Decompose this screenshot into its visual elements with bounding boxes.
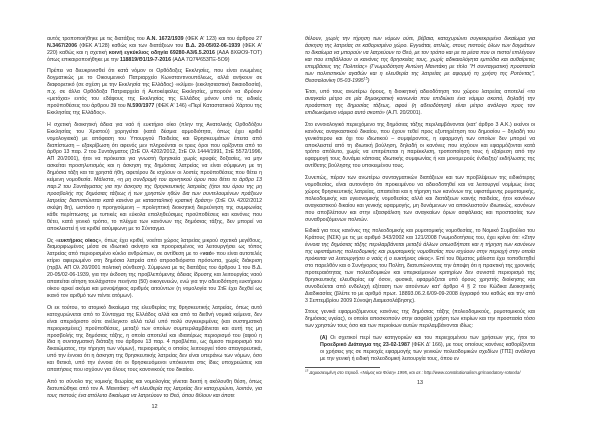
text-run: Στους γενικά εφαρμοζόμενους κανόνες της δημόσιας τάξης (πολεοδομικούς, ρυμοτομικούς και δημόσιας υγείας), οι οποίοι αποσκοπούν στην ασφαλή χρήση των κτιρίων και την προστασία τόσο των χρηστών τους όσο και των περιοίκων αυτών περιλαμβάνονται ιδίως: xyxy=(305,309,535,330)
paragraph xyxy=(47,68,262,117)
text-run: Ως « xyxy=(47,237,59,244)
list-item xyxy=(320,335,535,363)
paragraph xyxy=(47,379,262,400)
bold-text: ναό xyxy=(202,251,212,258)
bold-text: Προεδρικό Διάταγμα της 23-02-1987 xyxy=(320,341,410,348)
text-run: Στο εννοιολογικό περιεχόμενο της δημόσιας τάξης περιλαμβάνονται (κατ' άρθρο 3 Α.Κ.) εκείνοι οι κανόνες αναγκαστικού δικαίου, που έχουν τεθεί προς εξυπηρέτηση του δημοσίου – δηλαδή του γενικότερου και όχι του ιδιωτικού – συμφέροντος, η εφαρμογή των οποίων δεν μπορεί να αποκλειστεί από τη ιδιωτική βούληση, δηλαδή οι κανόνες που ισχύουν και εφαρμόζονται κατά τρόπο απόλυτο, χωρίς να επιτρέπεται η παρέκκλιση, τροποποίηση τους ή εξαίρεση από την εφαρμογή τους δυνάμει κάποιας ιδιωτικής συμφωνίας ή και μονομερούς ένδειξης/ εκδήλωσης της αντίθετης βούλησης του υποκειμένου τους. xyxy=(305,121,535,170)
italic-quote: «η μη συνδρομή του αρνητικού όρου που θέτει το άρθρο 13 παρ.2 του Συντάγματος για την άσκηση της θρησκευτικής λατρείας (ήτοι του όρου της μη προσβολής της δημόσιας τάξεως ή των χρηστών ηθών δια των συντελουμένων πράξεων λατρείας διαπιστώνεται κατά κανόνα με κατασταλτική κρατική δράση» xyxy=(47,177,262,205)
footnote-reference: 15 xyxy=(305,368,309,373)
paragraph xyxy=(47,305,262,375)
text-run: », όπως έχει κριθεί, νοείται χώρος λατρείας μικρού σχετικά μεγέθους, διαμορφωμένος μέσα σε ιδιωτικό ακίνητο και προορισμένος να λειτουργήσει ως τόπος λατρείας από περιορισμένο κύκλο ανθρώπων, σε αντίθεση με το « xyxy=(47,237,262,258)
text-run: (Α.Π. 20/2001). xyxy=(384,110,422,117)
page-number-left: 12 xyxy=(151,404,158,411)
text-run: (ΦΕΚ Α' 146) «Περί Καταστατικού Χάρτου της Εκκλησίας της Ελλάδος». xyxy=(47,103,262,117)
paragraph xyxy=(47,36,262,64)
bold-text: Ν.3467/2006 xyxy=(47,42,78,49)
footnote-reference: 15 xyxy=(363,75,368,80)
text-run: Οι εκ τούτου, το ατομικό δικαίωμα της ελευθερίας της θρησκευτικής λατρείας, όπως αυτό κατοχυρώνεται από το Σύνταγμα της Ελλάδος αλλά και από τα διεθνή νομικά κείμενα, δεν είναι απεριόριστο ούτε ανέλεγκτο αλλά τελεί υπό πολύ συγκεκριμένες (και συστηματικά περιορισμένες) προϋποθέσεις, μεταξύ των οποίων συμπεριλαμβάνεται και αυτή της μη προσβολής της δημόσιας τάξης, η οποία αποτελεί και ιδιαιτέρως περιορισμό του (αφού η ίδια η συνταγματική διάταξη του άρθρου 13 παρ. 4 προβλέπει, ως άμεσο περιορισμό του δικαιώματος, την τήρηση των νόμων), περιορισμός ο οποίος λειτουργεί τόσο απαγορευτικά, υπό την έννοια ότι η άσκηση της θρησκευτικής λατρείας δεν είναι υπεράνω των νόμων, όσο και θετικά, υπό την έννοια ότι οι θρησκευόμενοι υπόκεινται στις ίδιες υποχρεώσεις και απαιτήσεις που ισχύουν για όλους τους κανονικούς του δικαίου. xyxy=(47,304,262,374)
text-run: (ΦΕΚ Α' 123) και του άρθρου 27 xyxy=(183,36,263,42)
bold-text: Β.Δ. 20-05/02-06-1939 xyxy=(185,42,241,49)
text-run: Η σχετική διοικητική άδεια για ναό ή ευκτήριο οίκο (πλην της Ανατολικής Ορθοδόξου Εκκλησίας του Χριστού) χορηγείται (κατά δέσμια αρμοδιότητα, όπως έχει κριθεί νομολογιακά) με απόφαση του Υπουργού Παιδείας και Θρησκευμάτων έπειτα από διαπίστωση – εξακρίβωση ότι αφενός μεν πληρούνται οι τρεις όροι που ορίζονται από το άρθρο 13 παρ. 2 του Συντάγματος (ΣτΕ Ολ 4202/2012, ΣτΕ Ολ 1444/1991, ΣτΕ 5572/1996, ΑΠ 20/2001), ήτοι να πρόκειται για γνωστή θρησκεία χωρίς κρυφές δοξασίες, να μην ασκείται προσηλυτισμός και η άσκηση της δημόσιας λατρείας να είναι σύμφωνη με τη δημόσια τάξη και τα χρηστά ήθη, αφετέρου δε ισχύουν οι λοιπές προϋποθέσεις που θέτει η κείμενη νομοθεσία. Μάλιστα, xyxy=(47,121,262,184)
bold-text: Α.Ν. 1672/1939 xyxy=(146,36,184,42)
paragraph xyxy=(305,122,535,171)
paragraph xyxy=(305,175,535,224)
paragraph xyxy=(305,228,535,304)
paragraph xyxy=(305,89,535,117)
text-run: (ΦΕΚ Δ' 166), με τους οποίους κανόνες καθορίζονται οι χρήσεις γης σε περιοχές εφαρμογής των γενικών πολεοδομικών σχεδίων (ΓΠΣ) ανάλογα με την γενική ή ειδική πολεοδομική λειτουργία τους, όπου εν xyxy=(320,341,536,362)
left-page xyxy=(47,36,262,411)
text-run: Ειδικά για τους κανόνες της πολεοδομικής και ρυμοτομικής νομοθεσίας, το Νομικό Συμβούλιο του Κράτους (ΝΣΚ) με τις με αριθμό 343/2002 και 121/2008 Γνωμοδοτήσεις του, έχει κρίνει ότι: xyxy=(305,228,535,242)
bold-text: ευκτήριος οίκος xyxy=(58,237,99,244)
text-run: αυτός τροποποιήθηκε με τις διατάξεις του xyxy=(47,36,147,42)
bold-text: (Α) xyxy=(320,334,328,341)
bold-text: κοινή εγκύκλιος οδηγία 69280-Α3/6.5.2016 xyxy=(108,49,215,56)
left-page-body xyxy=(47,36,262,400)
text-run: Συνεπώς, πέραν των ανωτέρω συνταγματικών διατάξεων και των προβλέψεων της ειδικότερης νομοθεσίας, είναι αυτονόητο ότι προκειμένου να αδειοδοτηθεί και να λειτουργεί νομίμως ένας χώρος θρησκευτικής λατρείας, απαιτείται και η τήρηση των κανόνων της υφιστάμενης ρυμοτομικής, πολεοδομικής και υγειονομικής νομοθεσίας αλλά και διατάξεων καινής παιδείας, ήτοι κανόνων αναγκαστικού δικαίου και γενικής εφαρμογής, μη δυνάμενων να αποκλειστούν ιδιωτικώς, κανόνων που αποβλέπουν και στην εξασφάλιση των αναγκαίων όρων ασφάλειας και προστασίας των συναθροιζόμενων πολιτών. xyxy=(305,174,535,223)
paragraph xyxy=(47,238,262,301)
italic-quote: ) xyxy=(367,77,370,84)
footnote-divider xyxy=(305,367,380,368)
right-page-body xyxy=(305,36,535,363)
text-run: Από το σύνολο της νομικής θεωρίας και νομολογίας γίνεται δεκτή η ακόλουθη θέση, όπως διατυπώθηκε από τον Α. Μανιτάκη: xyxy=(47,378,262,392)
footnote xyxy=(305,370,535,376)
bold-text: Ν.590/1977 xyxy=(127,103,155,110)
text-run: (ΣτΕ Ολ 4202/2012 σκέψη 8η), ωστόσο η προηγούμενη – προληπτική διοικητική διερεύνηση της συμφωνίας κάθε περίπτωσης με τυπικές και εύκολα επαληθεύσιμες προϋποθέσεις και κανόνες που θέτει, κατά γενικό τρόπο, το πλέγμα των κανόνων της δημόσιας τάξης, δεν μπορεί να αποκλειστεί ή να κριθεί ασύμφωνη με το Σύνταγμα. xyxy=(47,198,262,232)
italic-quote: «Στην έννοια της δημόσιας τάξης περιλαμβάνεται μεταξύ άλλων οπωσδήποτε και η τήρηση των κανόνων της υφιστάμενης πολεοδομικής και ρυμοτομικής νομοθεσίας που ισχύουν στην περιοχή στην οποία πρόκειται να λειτουργήσει ο ναός ή ο ευκτήριος οίκος» xyxy=(305,235,535,263)
text-run: » που είναι αυτοτελές κτίριο αφιερωμένο στη δημόσια λατρεία από απροσδιόριστα πρόσωπα, χωρίς διάκριση (πρβλ. ΑΠ Ολ 20/2001 πολιτική σύνθεση). Σύμφωνα με τις διατάξεις του άρθρου 1 του Β.Δ. 20-05/02-06-1939, για την έκδοση της προβλεπόμενης άδειας ίδρυσης και λειτουργίας ναού απαιτείται αίτηση τουλάχιστον πενήντα (50) οικογενειών, ενώ για την αδειοδότηση ευκτήριου οίκου αρκεί ακόμα και μονοψήφιος αριθμός αιτούντων (η νομολογία του ΣτΕ έχει δεχθεί ως ικανό τον αριθμό των πέντε ατόμων). xyxy=(47,251,262,300)
text-run: Έτσι, υπό τους ανωτέρω όρους, η διοικητική αδειοδότηση του χώρου λατρείας αποτελεί xyxy=(305,89,528,96)
text-run: Οι σχετικοί περί των κατηγοριών και του περιεχομένου των χρήσεων γης, ήτοι το xyxy=(327,334,535,341)
bold-text: 118819/Θ1/19-7-2016 xyxy=(119,56,172,63)
text-run: (ΑΔΑ 8ΧΘΟ9-ΤΟΤ) όπως επικαιροποιήθηκε με την xyxy=(47,49,263,63)
paragraph xyxy=(305,36,535,85)
italic-quote: «Η ελευθερία της λατρείας δεν κατοχυρώνει, λοιπόν, για τους πιστούς ένα απόλυτο δικαίωμα να λατρεύουν το Θεό, όπου θέλουν και όποτε xyxy=(47,385,262,399)
text-run: (ΦΕΚ Α' 220) καθώς και η σχετική xyxy=(47,42,262,56)
paragraph xyxy=(47,122,262,233)
italic-quote: «το αναγκαίο μέτρο σε μία δημοκρατική κοινωνία που επιδιώκει ένα νόμιμο σκοπό, δηλαδή την προάσπιση της δημοσίας τάξεως, αφού (η αδειοδότηση) είναι μέτρο ανάλογο προς τον επιδιωκόμενο νόμιμο αυτό σκοπό» xyxy=(305,89,535,117)
right-page xyxy=(305,36,535,387)
page-number-right: 13 xyxy=(416,379,424,386)
italic-quote: θέλουν, χωρίς την τήρηση των νόμων ούτε, βέβαια, κατοχυρώνει συγκεκριμένο δικαίωμα για άσκηση της λατρείας σε καθορισμένο χώρο. Εγγυάται, απλώς, στους πιστούς όλων των δογμάτων το δικαίωμα να μπορούν να λατρεύουν το Θεό, με τον τρόπο και με τα μέσα που οι πιστοί επιλέγουν και που επιβάλλουν οι κανόνες της θρησκείας τους, χωρίς αδικαιολόγητα εμπόδια και αυθαίρετες επεμβάσεις της Πολιτείας» (Γνωμοδότηση Αντώνη Μανιτάκη με τίτλο "Η συνταγματική προστασία των πολιτιστικών αγαθών και η ελευθερία της λατρείας με αφορμή τη χρήση της Ροτόντας", Θεσσαλονίκη 05-03-1995 xyxy=(305,36,535,84)
text-run: (ΦΕΚ Α'128) καθώς και των διατάξεων του xyxy=(77,42,186,49)
text-run: Πρέπει να διευκρινισθεί ότι κατά νόμον οι Ορθόδοξες Εκκλησίες, που είναι ενωμένες δογματικώς με το Οικουμενικό Πατριαρχείο Κωνσταντινουπόλεως, αλλά ανήκουν σε διαφορετικό (σε σχέση με την Εκκλησία της Ελλάδος) «κλίμα» (εκκλησιαστική δικαιοδοσία), π.χ. σε άλλα Ορθόδοξα Πατριαρχεία ή Αυτοκέφαλες Εκκλησίες, μπορούν να ιδρύουν «μετόχια» εντός του εδάφους της Εκκλησίας της Ελλάδος μόνον υπό τις ειδικές προϋποθέσεις του άρθρου 39 του xyxy=(47,68,262,110)
paragraph xyxy=(305,309,535,330)
text-run: . Επί του θέματος μάλιστα έχει τοποθετηθεί στο παρελθόν και ο Συνήγορος του Πολίτη, διατυπώνοντας την άποψη ότι η πρακτική της χρονικής προτεραιότητας των πολεοδομικών και υπερκείμενων κριτηρίων δεν συνιστά περιορισμό της θρησκευτικής ελευθερίας εφ' όσον, φυσικά, εφαρμόζεται υπό όρους χρηστής διοίκησης και συνοδεύεται από ενδελεχή εξέταση των αιτούντων κατ' άρθρο 4 § 2 του Κώδικα Διοικητικής Διαδικασίας (βλέπε το με αριθμό πρωτ. 18893.06.2.6/09-09-2008 έγγραφό του καθώς και την από 3 Σεπτεμβρίου 2009 Σύνοψη Διαμεσολάβησης). xyxy=(305,256,535,304)
text-run: Δημοσιευμένη στο περιοδ. «Νόμος και Φύση» 1995, και σε : http://www.constitutionalism.gr/mandatory-rotonda/ xyxy=(308,370,521,376)
text-run: (ΑΔΑ 7Ω7Ψ653ΠΞ-5Ο9) xyxy=(171,56,230,63)
